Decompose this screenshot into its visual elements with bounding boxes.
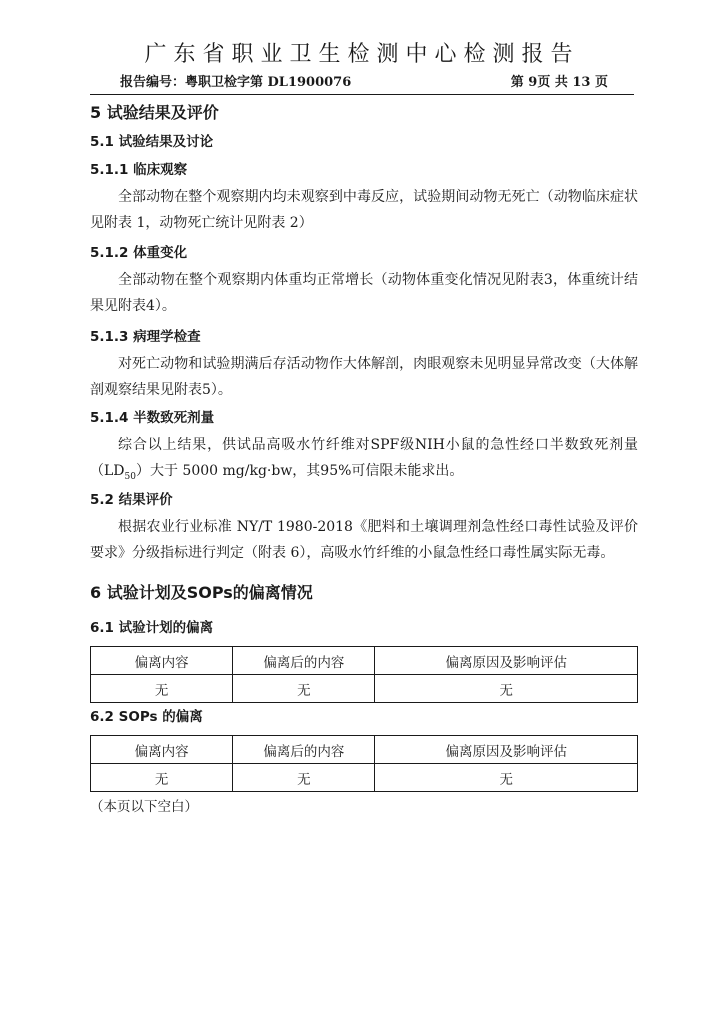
section-6-1 — [90, 616, 638, 703]
table-row — [91, 675, 638, 703]
section-6-1-heading: 6.1 试验计划的偏离 — [90, 620, 214, 636]
section-5-1-4-text — [90, 432, 638, 490]
section-6 — [90, 580, 638, 606]
ld50-subscript: 50 — [124, 471, 136, 482]
report-number: 报告编号：粤职卫检字第 DL1900076 — [120, 75, 352, 90]
blank-page-note: （本页以下空白） — [90, 799, 198, 815]
section-5-1-2-text: 全部动物在整个观察期内体重均正常增长（动物体重变化情况见附表3，体重统计结果见附表4）。 — [90, 272, 638, 314]
section-5-1-3-text: 对死亡动物和试验期满后存活动物作大体解剖，肉眼观察未见明显异常改变（大体解剖观察结果见附表5）。 — [90, 356, 638, 398]
col-header-reason: 偏离原因及影响评估 — [375, 647, 638, 675]
section-5-1-4 — [90, 406, 638, 496]
ld50-text-before: 综合以上结果，供试品高吸水竹纤维对SPF级NIH小鼠的急性经口半数致死剂量（LD — [90, 437, 638, 479]
table-cell: 无 — [375, 764, 638, 792]
report-title: 广东省职业卫生检测中心检测报告 — [144, 42, 580, 67]
section-5-1-3-heading: 5.1.3 病理学检查 — [90, 329, 201, 345]
table-cell: 无 — [233, 764, 375, 792]
section-5-1-2-heading: 5.1.2 体重变化 — [90, 245, 188, 261]
table-cell: 无 — [233, 675, 375, 703]
ld50-text-after: ）大于 5000 mg/kg·bw，其95%可信限未能求出。 — [135, 463, 464, 479]
section-6-heading: 6 试验计划及SOPs的偏离情况 — [90, 583, 313, 602]
section-5-heading: 5 试验结果及评价 — [90, 103, 219, 122]
section-5-1-3 — [90, 325, 638, 409]
section-5-1-1 — [90, 158, 638, 242]
section-5-1-4-heading: 5.1.4 半数致死剂量 — [90, 410, 215, 426]
table-cell: 无 — [91, 764, 233, 792]
table-cell: 无 — [91, 675, 233, 703]
page-number: 第 9页 共 13 页 — [510, 75, 608, 90]
sop-deviation-table — [90, 735, 638, 792]
section-6-2 — [90, 705, 638, 818]
table-row — [91, 764, 638, 792]
table-header-row — [91, 647, 638, 675]
section-5-2 — [90, 488, 638, 572]
section-5-1 — [90, 130, 638, 154]
section-5-1-1-text: 全部动物在整个观察期内均未观察到中毒反应，试验期间动物无死亡（动物临床症状见附表 1，动物死亡统计见附表 2） — [90, 189, 638, 231]
col-header-deviation: 偏离内容 — [91, 647, 233, 675]
table-header-row — [91, 736, 638, 764]
section-5-1-heading: 5.1 试验结果及讨论 — [90, 134, 214, 150]
section-5-1-1-heading: 5.1.1 临床观察 — [90, 162, 188, 178]
section-5 — [90, 100, 638, 126]
header-meta-row — [90, 72, 634, 95]
col-header-deviation: 偏离内容 — [91, 736, 233, 764]
page-header — [0, 40, 724, 70]
plan-deviation-table — [90, 646, 638, 703]
col-header-reason: 偏离原因及影响评估 — [375, 736, 638, 764]
section-6-2-heading: 6.2 SOPs 的偏离 — [90, 709, 203, 725]
table-cell: 无 — [375, 675, 638, 703]
col-header-after: 偏离后的内容 — [233, 647, 375, 675]
col-header-after: 偏离后的内容 — [233, 736, 375, 764]
section-5-2-heading: 5.2 结果评价 — [90, 492, 173, 508]
section-5-1-2 — [90, 241, 638, 325]
section-5-2-text: 根据农业行业标准 NY/T 1980-2018《肥料和土壤调理剂急性经口毒性试验及评价要求》分级指标进行判定（附表 6），高吸水竹纤维的小鼠急性经口毒性属实际无毒。 — [90, 519, 638, 561]
